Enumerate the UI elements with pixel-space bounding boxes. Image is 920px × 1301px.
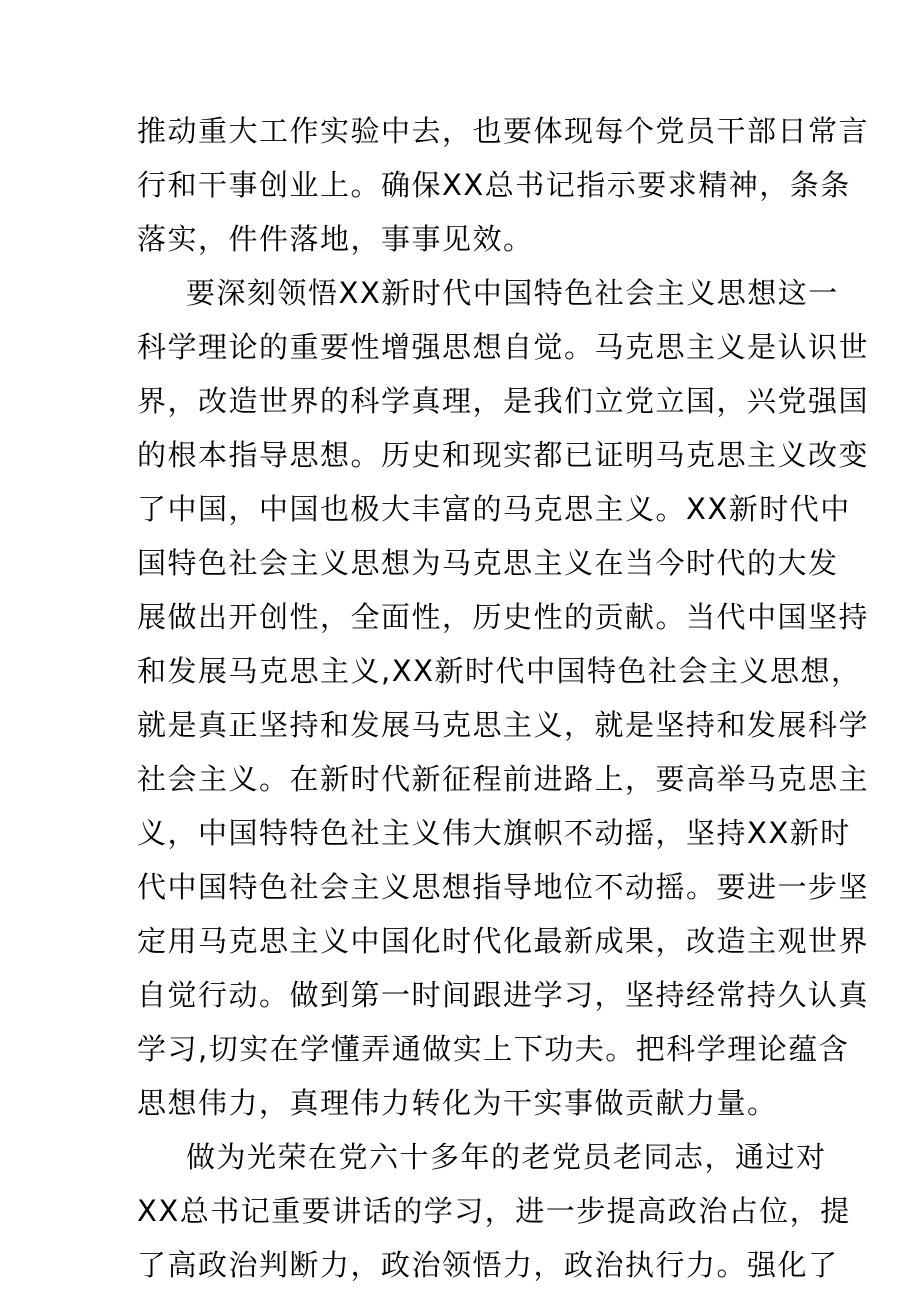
- paragraph-2-line-5: 了中国，中国也极大丰富的马克思主义。XX新时代中: [137, 492, 851, 526]
- paragraph-3-line-1: 做为光荣在党六十多年的老党员老同志，通过对: [186, 1140, 827, 1174]
- paragraph-2-line-6: 国特色社会主义思想为马克思主义在当今时代的大发: [137, 546, 839, 580]
- paragraph-2-line-3: 界，改造世界的科学真理，是我们立党立国，兴党强国: [137, 384, 870, 418]
- paragraph-2-line-7: 展做出开创性，全面性，历史性的贡献。当代中国坚持: [137, 600, 870, 634]
- paragraph-2-line-14: 自觉行动。做到第一时间跟进学习，坚持经常持久认真: [137, 978, 870, 1012]
- paragraph-1-line-2: 行和干事创业上。确保XX总书记指示要求精神，条条: [137, 168, 851, 202]
- paragraph-2-line-4: 的根本指导思想。历史和现实都已证明马克思主义改变: [137, 438, 870, 472]
- paragraph-2-line-1: 要深刻领悟XX新时代中国特色社会主义思想这一: [186, 276, 839, 310]
- paragraph-1-line-1: 推动重大工作实验中去，也要体现每个党员干部日常言: [137, 114, 870, 148]
- paragraph-3-line-3: 了高政治判断力，政治领悟力，政治执行力。强化了: [137, 1248, 839, 1282]
- paragraph-3-line-2: XX总书记重要讲话的学习，进一步提高政治占位，提: [137, 1194, 851, 1228]
- paragraph-2-line-10: 社会主义。在新时代新征程前进路上，要高举马克思主: [137, 762, 870, 796]
- paragraph-2-line-11: 义，中国特特色社主义伟大旗帜不动摇，坚持XX新时: [137, 816, 851, 850]
- paragraph-2-line-9: 就是真正坚持和发展马克思主义，就是坚持和发展科学: [137, 708, 870, 742]
- paragraph-2-line-8: 和发展马克思主义,XX新时代中国特色社会主义思想，: [137, 654, 862, 688]
- paragraph-2-line-13: 定用马克思主义中国化时代化最新成果，改造主观世界: [137, 924, 870, 958]
- paragraph-1-line-3: 落实，件件落地，事事见效。: [137, 222, 534, 256]
- paragraph-2-line-15: 学习,切实在学懂弄通做实上下功夫。把科学理论蕴含: [137, 1032, 850, 1066]
- paragraph-2-line-12: 代中国特色社会主义思想指导地位不动摇。要进一步坚: [137, 870, 870, 904]
- paragraph-2-line-2: 科学理论的重要性增强思想自觉。马克思主义是认识世: [137, 330, 870, 364]
- paragraph-2-line-16: 思想伟力，真理伟力转化为干实事做贡献力量。: [137, 1086, 778, 1120]
